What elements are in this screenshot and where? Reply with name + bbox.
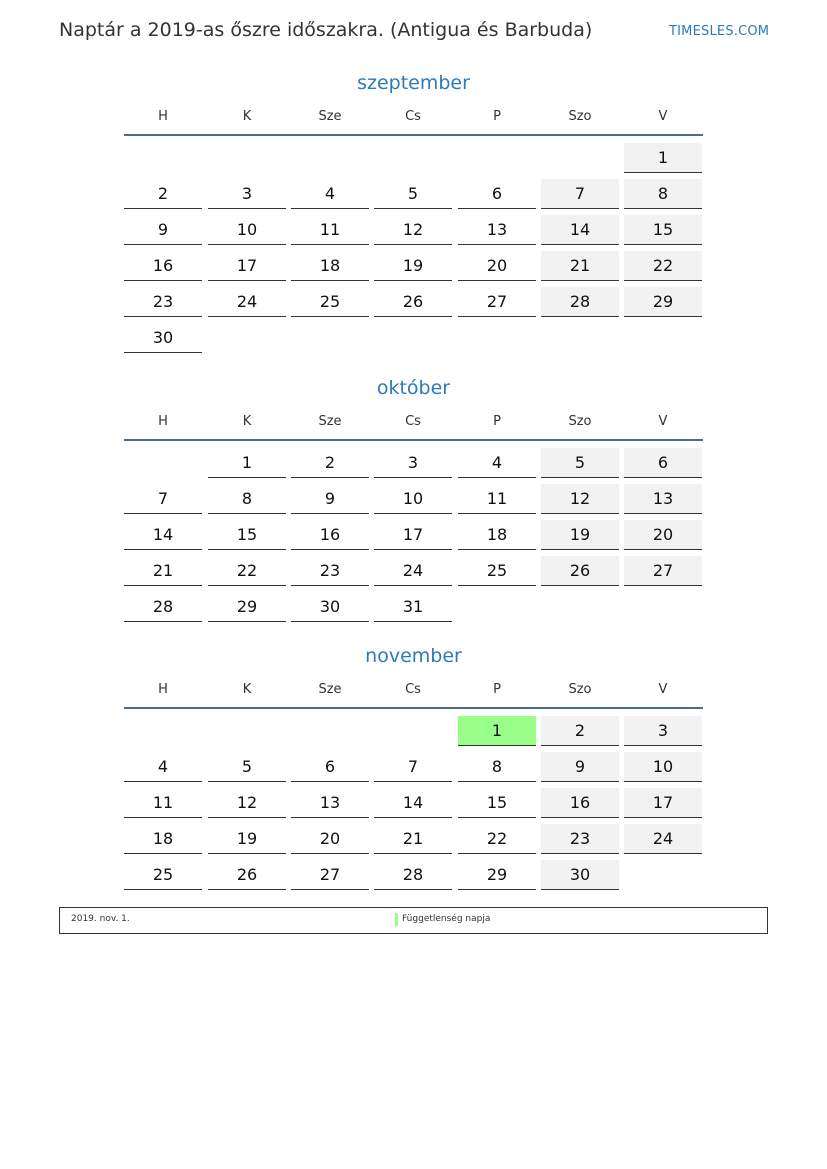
day-cell: 7	[374, 752, 452, 782]
day-cell: 23	[124, 287, 202, 317]
weekday-header	[124, 412, 703, 444]
page-title: Naptár a 2019-as őszre időszakra. (Antigua és Barbuda)	[59, 19, 593, 41]
day-cell: 8	[208, 484, 286, 514]
day-cell: 28	[124, 592, 202, 622]
day-cell: 20	[458, 251, 536, 281]
weekday-label: K	[242, 682, 252, 697]
day-cell: 17	[374, 520, 452, 550]
day-cell: 9	[124, 215, 202, 245]
header-rule	[124, 439, 703, 441]
day-cell: 30	[291, 592, 369, 622]
month-calendar-september	[124, 70, 703, 347]
day-cell: 16	[291, 520, 369, 550]
day-cell: 27	[624, 556, 702, 586]
day-cell: 2	[291, 448, 369, 478]
day-cell: 7	[124, 484, 202, 514]
day-cell: 10	[624, 752, 702, 782]
day-cell: 14	[541, 215, 619, 245]
day-cell: 10	[374, 484, 452, 514]
weekday-label: P	[493, 682, 501, 697]
day-cell: 19	[541, 520, 619, 550]
day-cell: 21	[374, 824, 452, 854]
day-cell: 3	[208, 179, 286, 209]
day-cell: 14	[374, 788, 452, 818]
day-cell: 22	[624, 251, 702, 281]
day-cell: 5	[208, 752, 286, 782]
day-cell: 12	[374, 215, 452, 245]
day-cell: 22	[458, 824, 536, 854]
header-rule	[124, 707, 703, 709]
day-cell: 1	[624, 143, 702, 173]
day-cell: 29	[208, 592, 286, 622]
day-cell: 24	[624, 824, 702, 854]
day-cell: 6	[291, 752, 369, 782]
day-cell: 1	[208, 448, 286, 478]
month-title: október	[376, 377, 451, 399]
weekday-label: Szo	[568, 682, 592, 697]
day-cell: 4	[291, 179, 369, 209]
day-cell: 11	[458, 484, 536, 514]
month-calendar-october	[124, 375, 703, 616]
weekday-label: V	[658, 414, 668, 429]
day-cell: 23	[291, 556, 369, 586]
day-cell: 14	[124, 520, 202, 550]
day-cell: 7	[541, 179, 619, 209]
weekday-label: Sze	[318, 682, 342, 697]
day-cell: 5	[541, 448, 619, 478]
day-cell: 30	[541, 860, 619, 890]
brand-link[interactable]: TIMESLES.COM	[669, 24, 770, 39]
day-cell: 15	[624, 215, 702, 245]
weekday-label: V	[658, 109, 668, 124]
legend-date: 2019. nov. 1.	[71, 914, 130, 924]
day-cell: 12	[208, 788, 286, 818]
day-cell: 29	[458, 860, 536, 890]
day-cell: 29	[624, 287, 702, 317]
day-cell: 3	[624, 716, 702, 746]
weekday-label: Cs	[405, 682, 421, 697]
day-cell: 20	[291, 824, 369, 854]
day-cell: 8	[624, 179, 702, 209]
weekday-label: Cs	[405, 109, 421, 124]
day-cell: 24	[374, 556, 452, 586]
day-cell: 9	[291, 484, 369, 514]
month-title: november	[365, 645, 462, 667]
day-cell: 25	[124, 860, 202, 890]
header-rule	[124, 134, 703, 136]
day-cell: 2	[124, 179, 202, 209]
day-cell: 4	[124, 752, 202, 782]
weekday-label: H	[158, 414, 168, 429]
day-cell: 6	[458, 179, 536, 209]
day-cell: 31	[374, 592, 452, 622]
weekday-label: P	[493, 109, 501, 124]
day-cell: 21	[541, 251, 619, 281]
weekday-label: V	[658, 682, 668, 697]
weekday-header	[124, 107, 703, 139]
weekday-label: Sze	[318, 414, 342, 429]
day-cell: 26	[208, 860, 286, 890]
day-cell: 5	[374, 179, 452, 209]
day-cell: 26	[541, 556, 619, 586]
day-cell: 28	[374, 860, 452, 890]
day-cell: 26	[374, 287, 452, 317]
weekday-header	[124, 680, 703, 712]
day-cell: 27	[458, 287, 536, 317]
day-cell: 13	[458, 215, 536, 245]
day-cell: 4	[458, 448, 536, 478]
holiday-day-cell: 1	[458, 716, 536, 746]
weekday-label: Cs	[405, 414, 421, 429]
day-cell: 13	[624, 484, 702, 514]
day-cell: 18	[458, 520, 536, 550]
day-cell: 16	[541, 788, 619, 818]
legend-color-marker	[395, 913, 398, 926]
weekday-label: K	[242, 109, 252, 124]
day-cell: 19	[374, 251, 452, 281]
weekday-label: H	[158, 682, 168, 697]
day-cell: 15	[208, 520, 286, 550]
day-cell: 17	[624, 788, 702, 818]
day-cell: 9	[541, 752, 619, 782]
month-calendar-november	[124, 643, 703, 884]
day-cell: 24	[208, 287, 286, 317]
day-cell: 2	[541, 716, 619, 746]
day-cell: 12	[541, 484, 619, 514]
day-cell: 25	[458, 556, 536, 586]
day-cell: 3	[374, 448, 452, 478]
day-cell: 11	[124, 788, 202, 818]
day-cell: 16	[124, 251, 202, 281]
day-cell: 6	[624, 448, 702, 478]
day-cell: 17	[208, 251, 286, 281]
weekday-label: Szo	[568, 109, 592, 124]
legend-label: Függetlenség napja	[402, 914, 491, 924]
day-cell: 28	[541, 287, 619, 317]
day-cell: 18	[291, 251, 369, 281]
month-title: szeptember	[357, 72, 470, 94]
day-cell: 20	[624, 520, 702, 550]
day-cell: 25	[291, 287, 369, 317]
weekday-label: K	[242, 414, 252, 429]
day-cell: 15	[458, 788, 536, 818]
day-cell: 27	[291, 860, 369, 890]
weekday-label: Szo	[568, 414, 592, 429]
day-cell: 19	[208, 824, 286, 854]
day-cell: 22	[208, 556, 286, 586]
weekday-label: Sze	[318, 109, 342, 124]
day-cell: 23	[541, 824, 619, 854]
day-cell: 13	[291, 788, 369, 818]
day-cell: 18	[124, 824, 202, 854]
weekday-label: H	[158, 109, 168, 124]
day-cell: 11	[291, 215, 369, 245]
day-cell: 8	[458, 752, 536, 782]
day-cell: 10	[208, 215, 286, 245]
day-cell: 21	[124, 556, 202, 586]
weekday-label: P	[493, 414, 501, 429]
day-cell: 30	[124, 323, 202, 353]
holiday-legend	[59, 907, 768, 934]
